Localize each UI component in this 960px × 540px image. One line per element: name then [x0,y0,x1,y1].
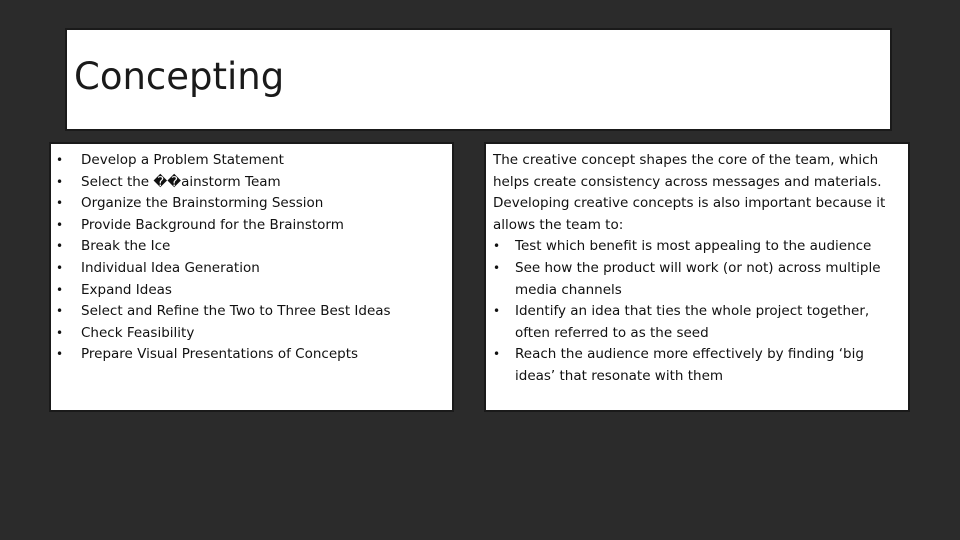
bullet-icon: • [493,239,501,254]
steps-list [56,150,448,366]
list-item-text: Check Feasibility [81,324,195,341]
list-item [493,258,904,301]
list-item [56,172,448,194]
intro-paragraph: The creative concept shapes the core of the team, which helps create consistency across messages and materials. Developing creative concepts is also important because it allows the team to: [493,152,886,233]
bullet-icon: • [56,347,64,362]
list-item-text: Select the ��ainstorm Team [81,173,281,190]
bullet-icon: • [56,239,64,254]
bullet-icon: • [56,174,64,189]
list-item-text: Select and Refine the Two to Three Best Ideas [81,303,391,320]
list-item [56,193,448,215]
bullet-icon: • [56,325,64,340]
bullet-icon: • [493,304,501,319]
bullet-icon: • [56,196,64,211]
list-item [56,150,448,172]
list-item [56,215,448,237]
list-item [56,323,448,345]
list-item [56,301,448,323]
list-item-text: Develop a Problem Statement [81,152,284,168]
list-item-text: Break the Ice [81,238,171,255]
bullet-icon: • [56,304,64,319]
bullet-icon: • [56,260,64,275]
list-item [56,344,448,366]
bullet-icon: • [56,282,64,297]
list-item-text: Expand Ideas [81,281,172,298]
list-item-text: Individual Idea Generation [81,259,260,276]
list-item-text: Provide Background for the Brainstorm [81,216,344,233]
list-item [493,236,904,258]
list-item [56,258,448,280]
bullet-icon: • [493,260,501,275]
list-item-text: Organize the Brainstorming Session [81,195,324,212]
list-item-text: See how the product will work (or not) across multiple media channels [515,259,881,298]
list-item [493,301,904,344]
bullet-icon: • [56,217,64,232]
right-panel-body [493,150,904,388]
bullet-icon: • [56,153,64,167]
left-panel [49,142,454,412]
slide-title: Concepting [74,55,285,98]
list-item-text: Prepare Visual Presentations of Concepts [81,346,359,363]
benefits-list [493,236,904,387]
list-item-text: Test which benefit is most appealing to the audience [515,238,872,255]
right-panel [484,142,910,412]
list-item [56,236,448,258]
list-item [56,280,448,302]
list-item-text: Reach the audience more effectively by finding ‘big ideas’ that resonate with them [515,346,864,384]
bullet-icon: • [493,347,501,362]
title-box [65,28,892,131]
list-item [493,344,904,387]
list-item-text: Identify an idea that ties the whole project together, often referred to as the seed [515,303,870,341]
